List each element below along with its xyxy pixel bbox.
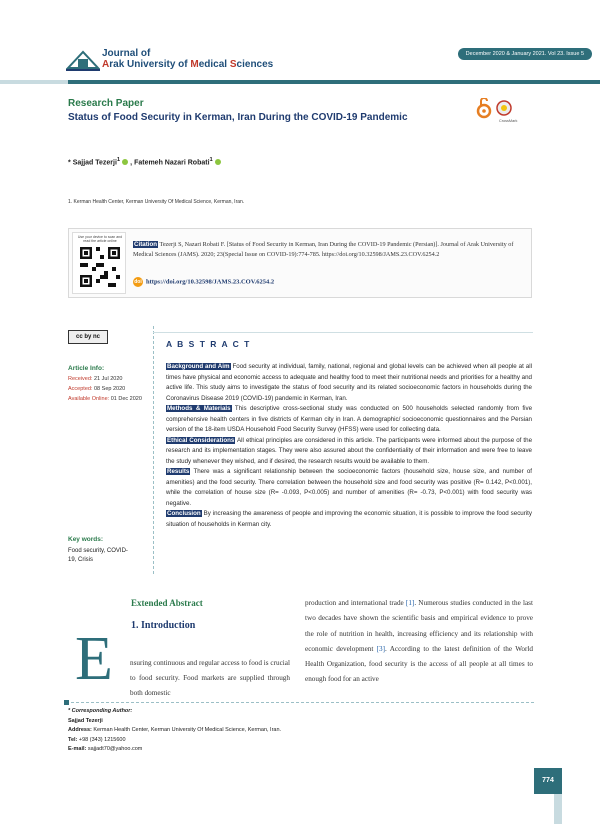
header-rule-left (0, 80, 68, 84)
author-marker: * (68, 159, 71, 167)
citation-label: Citation (134, 241, 158, 248)
corresponding-author (68, 707, 488, 755)
drop-cap: E (75, 625, 113, 693)
cc-license-icon[interactable]: cc by nc (68, 330, 108, 344)
journal-title-line1: Journal of (102, 48, 151, 59)
citation-text (133, 240, 523, 259)
abstract-body (166, 362, 532, 530)
reference-link[interactable]: [3] (376, 644, 386, 653)
article-info (68, 364, 158, 404)
author-sup: 1 (116, 157, 121, 163)
orcid-icon[interactable] (122, 159, 128, 165)
tel-value: +98 (343) 1215600 (78, 736, 126, 743)
email-value[interactable]: sajjadt70@yahoo.com (87, 746, 143, 752)
address-label: Address: (68, 727, 92, 733)
qr-panel (72, 232, 126, 294)
corresponding-marker (64, 700, 69, 705)
abstract-rule (153, 332, 533, 333)
abstract-background: Background and Aim Food security at individual, family, national, regional and global levels can be achieved when all people at all times have physical and economic access to adequate and healthy food to meet their nutritional needs and priorities for a healthy and active life. This study aims to investigate the status of food security and its related socioeconomic factors in households during the Coronavirus Disease 2019 (COVID-19) pandemic in Kerman, Iran. (166, 363, 532, 402)
journal-header (0, 0, 600, 88)
qr-caption: Use your device to scan and read the article online (77, 235, 123, 243)
crossmark-label: CrossMark (499, 119, 518, 123)
abstract-heading: A B S T R A C T (166, 339, 251, 349)
doi-icon: doi (134, 279, 142, 285)
citation-box (68, 228, 532, 298)
page-number: 774 (534, 768, 562, 794)
received-date: 21 Jul 2020 (94, 376, 123, 382)
header-rule (68, 80, 600, 84)
abstract-methods: Methods & Materials This descriptive cross-sectional study was conducted on 500 households selected randomly from five comprehensive health centers in five districts of Kerman city in Iran. A demographic/ socioeconomic questionnaires and the Persian version of the 18-item USDA Household Food Security Survey (HFSS) were used for collecting data. (166, 405, 533, 433)
body-column-right: production and international trade [1]. Numerous studies conducted in the last two decades have shown the scientific basis and empirical evidence to prove the role of nutrition in health, increasing efficiency and its relationship with economic development [3]. According to the latest definition of the World Health Organization, food security is the access of all people at all times to enough food for an active (305, 599, 533, 684)
article-info-heading: Article Info: (68, 365, 105, 372)
abstract-conclusion: Conclusion By increasing the awareness of people and improving the economic situation, it is possible to improve the food security situation of households in Kerman city. (166, 510, 532, 528)
email-label: E-mail: (68, 746, 87, 752)
extended-abstract-heading: Extended Abstract (131, 598, 203, 608)
corresponding-heading: * Corresponding Author: (68, 708, 133, 714)
orcid-icon[interactable] (215, 159, 221, 165)
doi-link[interactable]: https://doi.org/10.32598/JAMS.23.COV.6254.2 (146, 278, 275, 286)
issue-badge: December 2020 & January 2021. Vol 23. Issue 5 (458, 48, 592, 60)
abstract-results: Results There was a significant relationship between the socioeconomic factors (household size, house size, and number of amenities) and the food security. There correlation between the household size and food security was positive (R= 0.142, P<0.001), while the correlation of house size (R= -0.093, P<0.005) and number of amenities (R= -0.73, P<0.001) with food security was negative. (166, 468, 532, 507)
abstract-divider (153, 326, 154, 574)
page-number-bar (554, 794, 562, 824)
tel-label: Tel: (68, 736, 78, 743)
author-name[interactable]: Sajjad Tezerji (72, 159, 117, 167)
online-label: Available Online: (68, 396, 110, 402)
received-label: Received: (68, 376, 93, 382)
journal-logo-icon (66, 46, 100, 72)
keywords: Food security, COVID-19, Crisis (68, 548, 128, 563)
reference-link[interactable]: [1] (405, 599, 415, 607)
corresponding-name: Sajjad Tezerji (68, 717, 103, 724)
introduction-heading: 1. Introduction (131, 620, 196, 631)
author-sup: 1 (209, 157, 213, 163)
body-column-left: nsuring continuous and regular access to food is crucial to food security. Food markets are supplied through both domestic (130, 659, 290, 697)
paper-title: Status of Food Security in Kerman, Iran During the COVID-19 Pandemic (68, 112, 408, 123)
online-date: 01 Dec 2020 (110, 396, 142, 402)
author-name[interactable]: Fatemeh Nazari Robati (134, 159, 210, 167)
corresponding-divider (66, 702, 534, 703)
paper-type: Research Paper (68, 98, 144, 109)
accepted-label: Accepted: (68, 386, 93, 392)
author-list: * Sajjad Tezerji$^1$ , Fatemeh Nazari Robati$^1$ (68, 157, 223, 166)
accepted-date: 08 Sep 2020 (94, 386, 126, 392)
keywords-heading: Key words: (68, 536, 104, 543)
address-value: Kerman Health Center, Kerman University Of Medical Science, Kerman, Iran. (93, 727, 282, 733)
abstract-ethics: Ethical Considerations All ethical principles are considered in this article. The participants were informed about the purpose of the research and its implementation stages. They were also assured about the confidentiality of their information and were free to leave the study whenever they wished, and if desired, the research results would be available to them. (166, 436, 533, 465)
qr-code-icon[interactable] (80, 247, 120, 287)
citation-body[interactable]: Tezerji S, Nazari Robati F. [Status of Food Security in Kerman, Iran During the COVID-19 Pandemic (Persian)]. Journal of Arak University of Medical Sciences (JAMS). 2020; 23(Special Issue on COVID-19):774-785. https://doi.org/10.32598/JAMS.23.COV.6254.2 (133, 241, 514, 258)
affiliation: 1. Kerman Health Center, Kerman University Of Medical Science, Kerman, Iran. (68, 199, 245, 205)
journal-title-line2: Arak University of Medical Sciences (102, 59, 274, 70)
doi-line (133, 277, 274, 287)
journal-title (102, 48, 273, 70)
